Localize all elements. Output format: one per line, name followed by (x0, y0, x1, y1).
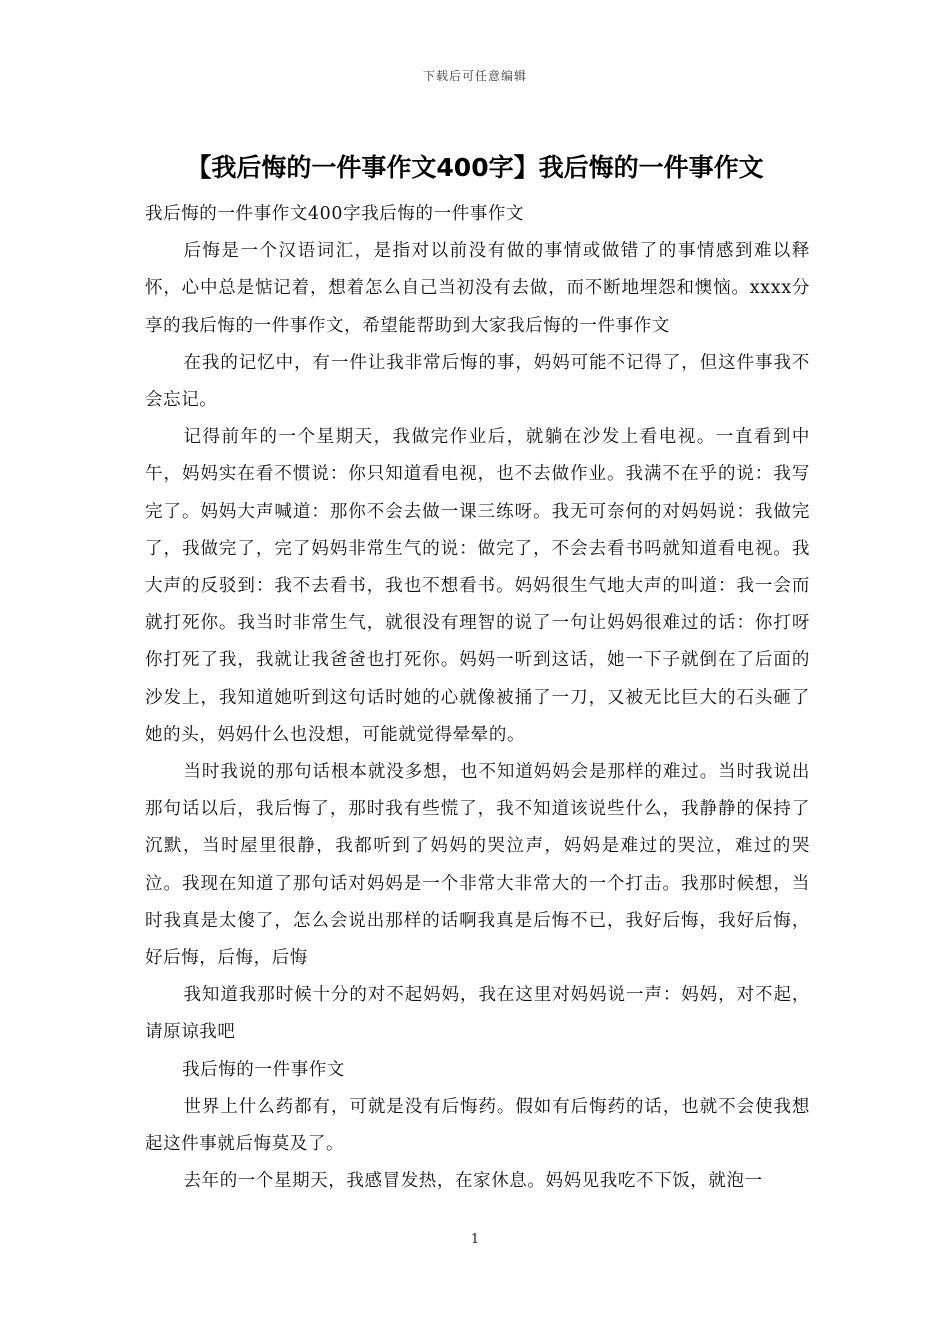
paragraph: 世界上什么药都有，可就是没有后悔药。假如有后悔药的话，也就不会使我想起这件事就后悔莫及了。 (145, 1096, 810, 1155)
paragraph: 当时我说的那句话根本就没多想，也不知道妈妈会是那样的难过。当时我说出那句话以后，我后悔了，那时我有些慌了，我不知道该说些什么，我静静的保持了沉默，当时屋里很静，我都听到了妈妈的哭泣声，妈妈是难过的哭泣，难过的哭泣。我现在知道了那句话对妈妈是一个非常大非常大的一个打击。我那时候想，当时我真是太傻了，怎么会说出那样的话啊我真是后悔不已，我好后悔，我好后悔，好后悔，后悔，后悔 (145, 762, 810, 969)
section-subtitle: 我后悔的一件事作文 (182, 1059, 345, 1080)
paragraph: 我知道我那时候十分的对不起妈妈，我在这里对妈妈说一声：妈妈，对不起，请原谅我吧 (145, 985, 810, 1043)
paragraph: 记得前年的一个星期天，我做完作业后，就躺在沙发上看电视。一直看到中午，妈妈实在看不惯说：你只知道看电视，也不去做作业。我满不在乎的说：我写完了。妈妈大声喊道：那你不会去做一课三练呀。我无可奈何的对妈妈说：我做完了，我做完了，完了妈妈非常生气的说：做完了，不会去看书吗就知道看电视。我大声的反驳到：我不去看书，我也不想看书。妈妈很生气地大声的叫道：我一会而就打死你。我当时非常生气，就很没有理智的说了一句让妈妈很难过的话：你打呀你打死了我，我就让我爸爸也打死你。妈妈一听到这话，她一下子就倒在了后面的沙发上，我知道她听到这句话时她的心就像被捅了一刀，又被无比巨大的石头砸了她的头，妈妈什么也没想，可能就觉得晕晕的。 (145, 427, 810, 745)
page-header: 下载后可任意编辑 (422, 69, 527, 83)
document-title: 【我后悔的一件事作文400字】我后悔的一件事作文 (186, 153, 764, 182)
page-number: 1 (470, 1232, 480, 1247)
paragraph: 去年的一个星期天，我感冒发热，在家休息。妈妈见我吃不下饭，就泡一 (183, 1171, 763, 1192)
document-body (145, 196, 810, 1200)
paragraph: 后悔是一个汉语词汇，是指对以前没有做的事情或做错了的事情感到难以释怀，心中总是惦记着，想着怎么自己当初没有去做，而不断地埋怨和懊恼。xxxx分享的我后悔的一件事作文，希望能帮助到大家我后悔的一件事作文 (145, 241, 810, 336)
lead-line: 我后悔的一件事作文400字我后悔的一件事作文 (145, 204, 525, 224)
paragraph: 在我的记忆中，有一件让我非常后悔的事，妈妈可能不记得了，但这件事我不会忘记。 (145, 352, 810, 411)
